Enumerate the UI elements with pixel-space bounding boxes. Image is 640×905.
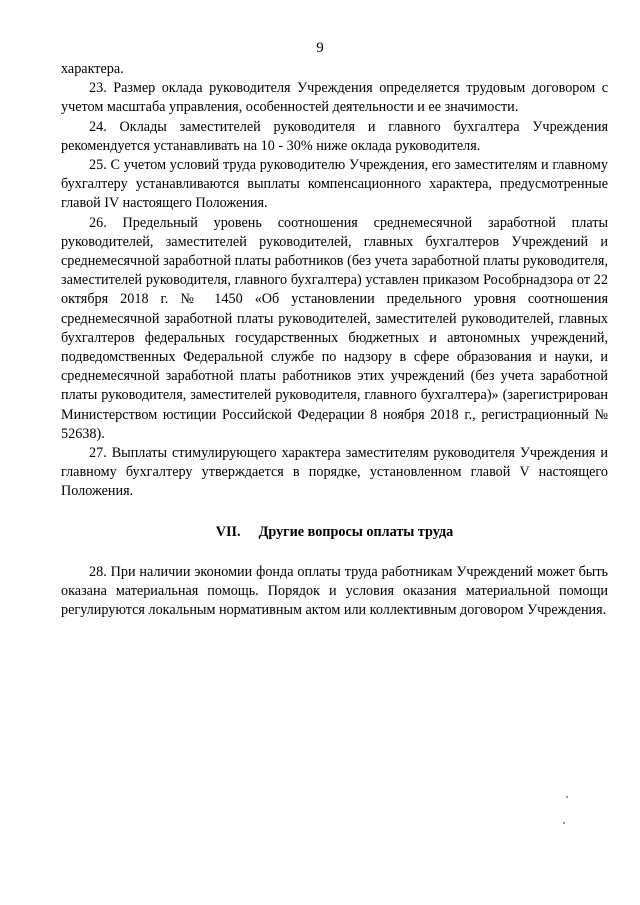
document-body — [61, 60, 608, 620]
section-title: Другие вопросы оплаты труда — [258, 523, 454, 540]
paragraph-24: 24. Оклады заместителей руководителя и главного бухгалтера Учреждения рекомендуется устанавливать на 10 - 30% ниже оклада руководителя. — [61, 118, 608, 154]
paragraph-continuation: характера. — [61, 61, 124, 77]
page-number: 9 — [316, 40, 324, 56]
paragraph-25: 25. С учетом условий труда руководителю Учреждения, его заместителям и главному бухгалтеру устанавливаются выплаты компенсационного характера, предусмотренные главой IV настоящего Положения. — [61, 157, 608, 212]
scan-speck — [566, 796, 568, 798]
section-number: VII. — [215, 523, 241, 540]
paragraph-23: 23. Размер оклада руководителя Учреждения определяется трудовым договором с учетом масштаба управления, особенностей деятельности и ее значимости. — [61, 80, 608, 116]
paragraph-26: 26. Предельный уровень соотношения среднемесячной заработной платы руководителей, заместителей руководителей, главных бухгалтеров Учреждений и среднемесячной заработной платы работников (без учета заработной платы руководителя, заместителей руководителя, главного бухгалтера) уставлен приказом Рособрнадзора от 22 октября 2018 г. № 1450 «Об установлении предельного уровня соотношения среднемесячной заработной платы руководителей, заместителей руководителей, главных бухгалтеров федеральных государственных бюджетных и автономных учреждений, подведомственных Федеральной службе по надзору в сфере образования и науки, и среднемесячной заработной платы работников этих учреждений (без учета заработной платы руководителя, заместителей руководителя, главного бухгалтера)» (зарегистрирован Министерством юстиции Российской Федерации 8 ноября 2018 г., регистрационный № 52638). — [61, 214, 608, 442]
paragraph-27: 27. Выплаты стимулирующего характера заместителям руководителя Учреждения и главному бухгалтеру утверждается в порядке, установленном главой V настоящего Положения. — [61, 445, 608, 500]
paragraph-28: 28. При наличии экономии фонда оплаты труда работникам Учреждений может быть оказана материальная помощь. Порядок и условия оказания материальной помощи регулируются локальным нормативным актом или коллективным договором Учреждения. — [61, 563, 608, 619]
scan-speck — [563, 822, 565, 824]
section-heading — [61, 523, 608, 542]
